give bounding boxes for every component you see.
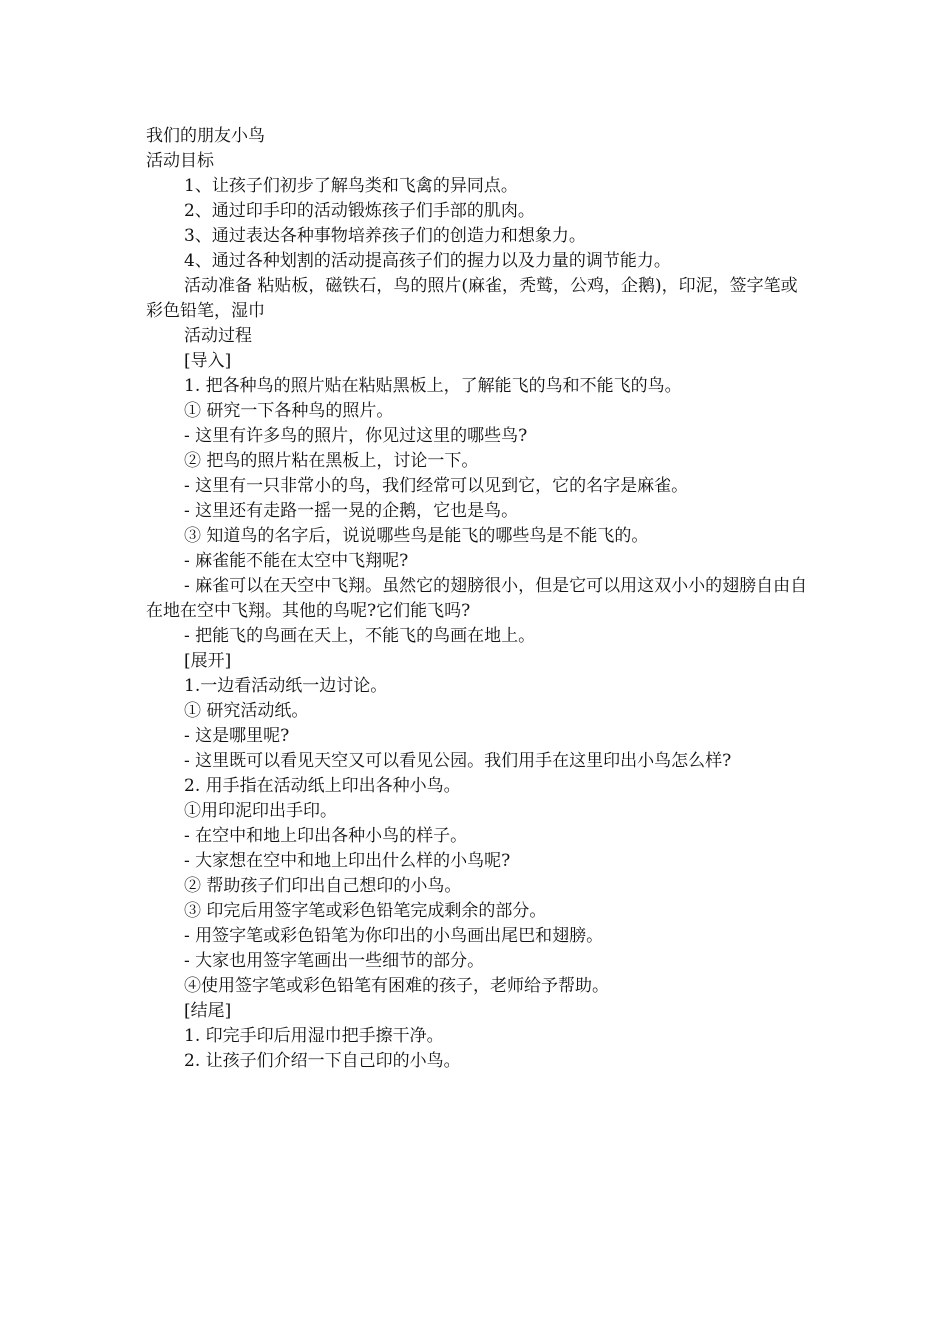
develop-line: 2. 用手指在活动纸上印出各种小鸟。	[184, 776, 461, 796]
intro-line: - 这里还有走路一摇一晃的企鹅，它也是鸟。	[184, 501, 519, 521]
develop-line: - 用签字笔或彩色铅笔为你印出的小鸟画出尾巴和翅膀。	[184, 926, 604, 946]
intro-line: - 这里有一只非常小的鸟，我们经常可以见到它，它的名字是麻雀。	[184, 476, 689, 496]
intro-line: - 把能飞的鸟画在天上，不能飞的鸟画在地上。	[184, 626, 536, 646]
intro-long-paragraph: - 麻雀可以在天空中飞翔。虽然它的翅膀很小，但是它可以用这双小小的翅膀自由自在地在空中飞翔。其他的鸟呢?它们能飞吗?	[146, 576, 808, 621]
develop-heading: [展开]	[184, 651, 232, 671]
develop-line: - 在空中和地上印出各种小鸟的样子。	[184, 826, 468, 846]
develop-line: 1.一边看活动纸一边讨论。	[184, 676, 388, 696]
goal-item: 1、让孩子们初步了解鸟类和飞禽的异同点。	[184, 176, 518, 196]
intro-line: ① 研究一下各种鸟的照片。	[184, 401, 394, 421]
document-page	[146, 124, 810, 1074]
intro-line: - 这里有许多鸟的照片，你见过这里的哪些鸟?	[184, 426, 528, 446]
develop-line: ③ 印完后用签字笔或彩色铅笔完成剩余的部分。	[184, 901, 547, 921]
ending-heading: [结尾]	[184, 1001, 232, 1021]
process-heading: 活动过程	[184, 326, 252, 346]
intro-line: 1. 把各种鸟的照片贴在粘贴黑板上，了解能飞的鸟和不能飞的鸟。	[184, 376, 682, 396]
intro-line: - 麻雀能不能在太空中飞翔呢?	[184, 551, 409, 571]
intro-heading: [导入]	[184, 351, 232, 371]
develop-line: - 这里既可以看见天空又可以看见公园。我们用手在这里印出小鸟怎么样?	[184, 751, 732, 771]
goal-item: 3、通过表达各种事物培养孩子们的创造力和想象力。	[184, 226, 586, 246]
develop-line: ①用印泥印出手印。	[184, 801, 337, 821]
goal-item: 4、通过各种划割的活动提高孩子们的握力以及力量的调节能力。	[184, 251, 671, 271]
develop-line: - 大家想在空中和地上印出什么样的小鸟呢?	[184, 851, 511, 871]
develop-line: ① 研究活动纸。	[184, 701, 309, 721]
intro-line: ② 把鸟的照片粘在黑板上，讨论一下。	[184, 451, 479, 471]
develop-line: - 大家也用签字笔画出一些细节的部分。	[184, 951, 485, 971]
goals-heading: 活动目标	[146, 151, 214, 171]
develop-line: ② 帮助孩子们印出自己想印的小鸟。	[184, 876, 462, 896]
intro-line: ③ 知道鸟的名字后，说说哪些鸟是能飞的哪些鸟是不能飞的。	[184, 526, 649, 546]
develop-line: - 这是哪里呢?	[184, 726, 290, 746]
ending-line: 2. 让孩子们介绍一下自己印的小鸟。	[184, 1051, 461, 1071]
document-title: 我们的朋友小鸟	[146, 126, 265, 146]
preparation-paragraph: 活动准备 粘贴板，磁铁石，鸟的照片(麻雀，秃鹫，公鸡，企鹅)，印泥，签字笔或彩色铅笔，湿巾	[146, 276, 798, 321]
ending-line: 1. 印完手印后用湿巾把手擦干净。	[184, 1026, 444, 1046]
goal-item: 2、通过印手印的活动锻炼孩子们手部的肌肉。	[184, 201, 535, 221]
develop-line: ④使用签字笔或彩色铅笔有困难的孩子，老师给予帮助。	[184, 976, 609, 996]
